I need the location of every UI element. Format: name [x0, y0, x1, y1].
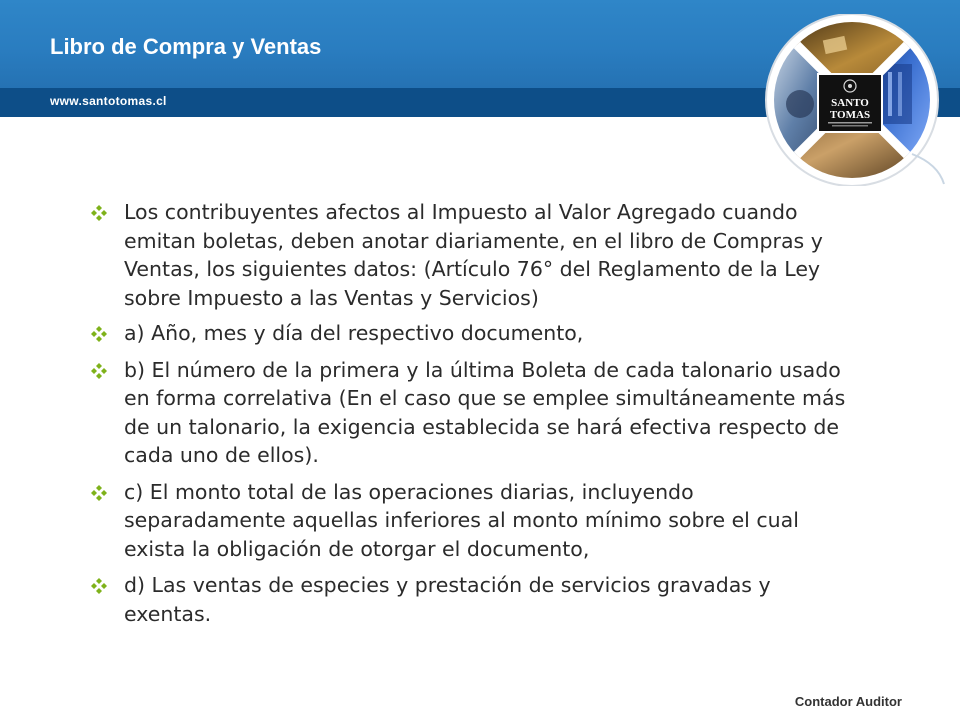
list-item [90, 198, 850, 312]
bullet-text: b) El número de la primera y la última Boleta de cada talonario usado en forma correlativa (En el caso que se emplee simultáneamente más de un talonario, la exigencia establecida se hará efectiva respecto de cada uno de ellos). [124, 357, 846, 467]
list-item [90, 571, 850, 628]
bullet-text: c) El monto total de las operaciones diarias, incluyendo separadamente aquellas inferiores al monto mínimo sobre el cual exista la obligación de otorgar el documento, [124, 479, 799, 561]
diamond-bullet-icon [91, 363, 107, 379]
bullet-text: Los contribuyentes afectos al Impuesto al Valor Agregado cuando emitan boletas, deben anotar diariamente, en el libro de Compras y Ventas, los siguientes datos: (Artículo 76° del Reglamento de la Ley sobre Impuesto a las Ventas y Servicios) [124, 200, 823, 310]
santo-tomas-logo [762, 14, 946, 186]
diamond-bullet-icon [91, 578, 107, 594]
list-item [90, 356, 850, 470]
page-title: Libro de Compra y Ventas [50, 34, 322, 59]
logo-line-1: SANTO [831, 97, 869, 109]
list-item [90, 319, 850, 348]
bullet-text: d) Las ventas de especies y prestación de servicios gravadas y exentas. [124, 573, 771, 626]
footer-label: Contador Auditor [794, 694, 902, 709]
bullet-list [90, 198, 850, 628]
bullet-text: a) Año, mes y día del respectivo documento, [124, 321, 584, 345]
list-item [90, 478, 850, 564]
logo-line-2: TOMAS [829, 109, 871, 121]
diamond-bullet-icon [91, 485, 107, 501]
diamond-bullet-icon [91, 205, 107, 221]
bullet-content [90, 198, 850, 636]
diamond-bullet-icon [91, 326, 107, 342]
website-url: www.santotomas.cl [50, 94, 167, 108]
